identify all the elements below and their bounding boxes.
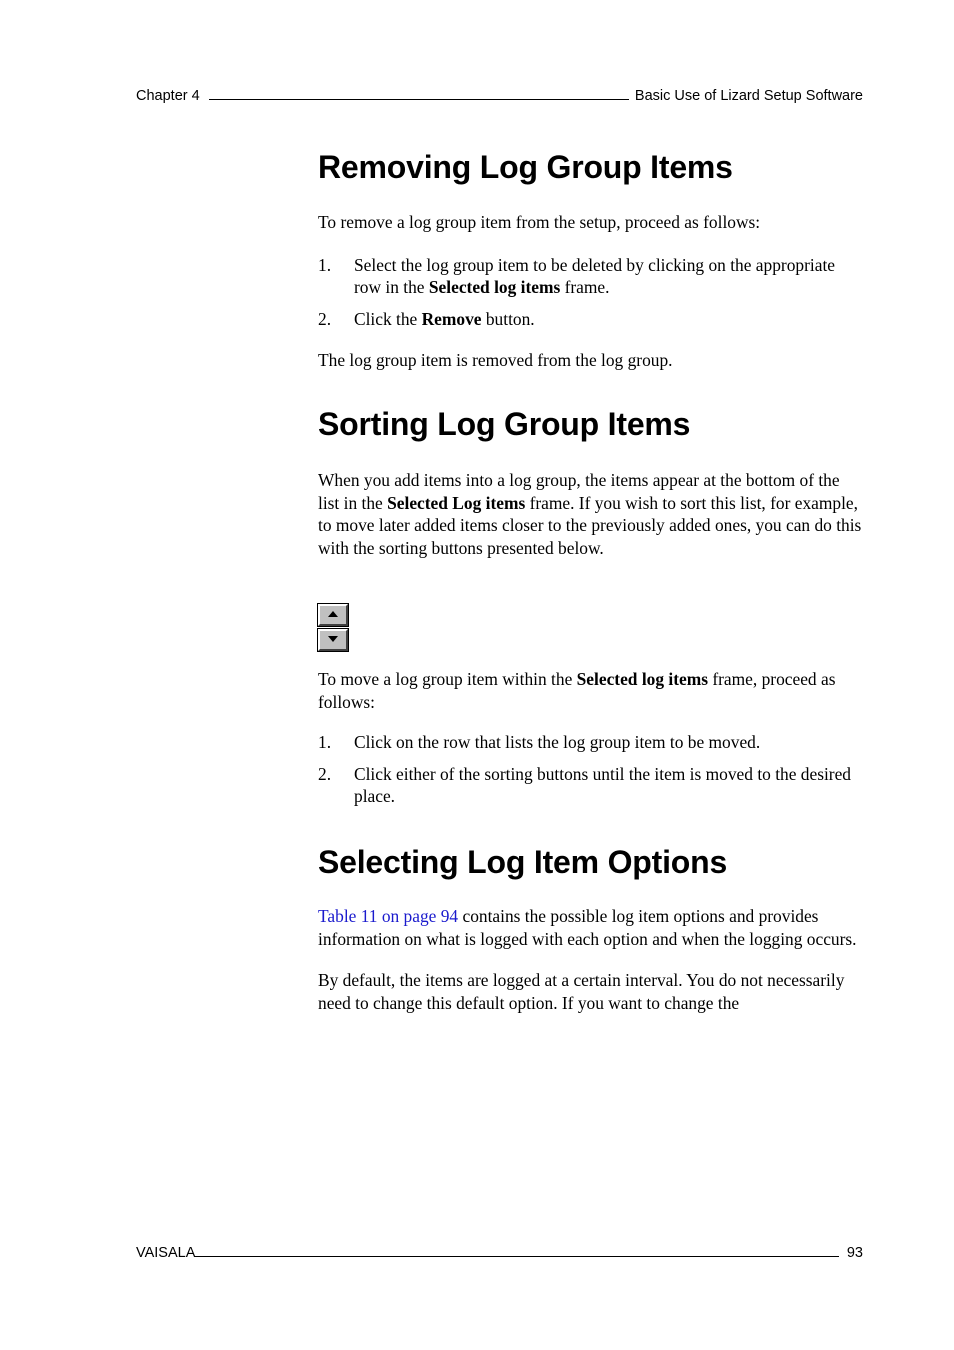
step-number: 2. <box>318 308 332 329</box>
heading-options: Selecting Log Item Options <box>318 844 728 880</box>
section-sorting <box>318 405 863 559</box>
step-number: 1. <box>318 254 332 275</box>
sort-down-button[interactable] <box>318 629 348 651</box>
step-text: Select the log group item to be deleted by clicking on the appropriate row in the Selected log items frame. <box>354 254 835 297</box>
sorting-paragraph: When you add items into a log group, the items appear at the bottom of the list in the Selected Log items frame. If you wish to sort this list, for example, to move later added items closer to the previously added ones, you can do this with the sorting buttons presented below. <box>318 470 862 558</box>
section-options <box>318 843 863 1014</box>
sorting-step-2 <box>318 763 863 808</box>
sorting-step-1 <box>318 731 863 754</box>
footer-rule <box>195 1243 838 1257</box>
options-paragraph-1: Table 11 on page 94 contains the possible log item options and provides information on what is logged with each option and when the logging occurs. <box>318 906 857 949</box>
page-header <box>136 86 863 104</box>
step-number: 1. <box>318 732 332 752</box>
removing-result: The log group item is removed from the log group. <box>318 350 673 370</box>
page-number: 93 <box>846 1245 863 1261</box>
removing-step-1 <box>318 254 863 299</box>
footer-company: VAISALA <box>136 1245 196 1261</box>
step-text: Click either of the sorting buttons until the item is moved to the desired place. <box>354 763 852 806</box>
section-sorting-steps <box>318 668 863 808</box>
options-paragraph-2: By default, the items are logged at a certain interval. You do not necessarily need to change this default option. If you want to change the <box>318 970 845 1013</box>
heading-sorting: Sorting Log Group Items <box>318 406 691 442</box>
step-text: Click on the row that lists the log group item to be moved. <box>354 732 761 752</box>
page-footer <box>136 1243 863 1261</box>
sorting-move-intro: To move a log group item within the Selected log items frame, proceed as follows: <box>318 669 836 712</box>
section-removing <box>318 148 863 372</box>
removing-intro: To remove a log group item from the setup, proceed as follows: <box>318 212 761 232</box>
step-text: Click the Remove button. <box>354 308 535 329</box>
sort-up-button[interactable] <box>318 604 348 626</box>
arrow-up-icon <box>328 611 338 617</box>
heading-removing: Removing Log Group Items <box>318 149 733 185</box>
chapter-label: Chapter 4 <box>136 88 200 104</box>
chapter-title: Basic Use of Lizard Setup Software <box>634 88 863 104</box>
removing-step-2 <box>318 308 863 331</box>
arrow-down-icon <box>328 636 338 642</box>
table-link[interactable]: Table 11 on page 94 <box>318 906 459 926</box>
step-number: 2. <box>318 763 332 784</box>
header-rule <box>209 86 629 100</box>
